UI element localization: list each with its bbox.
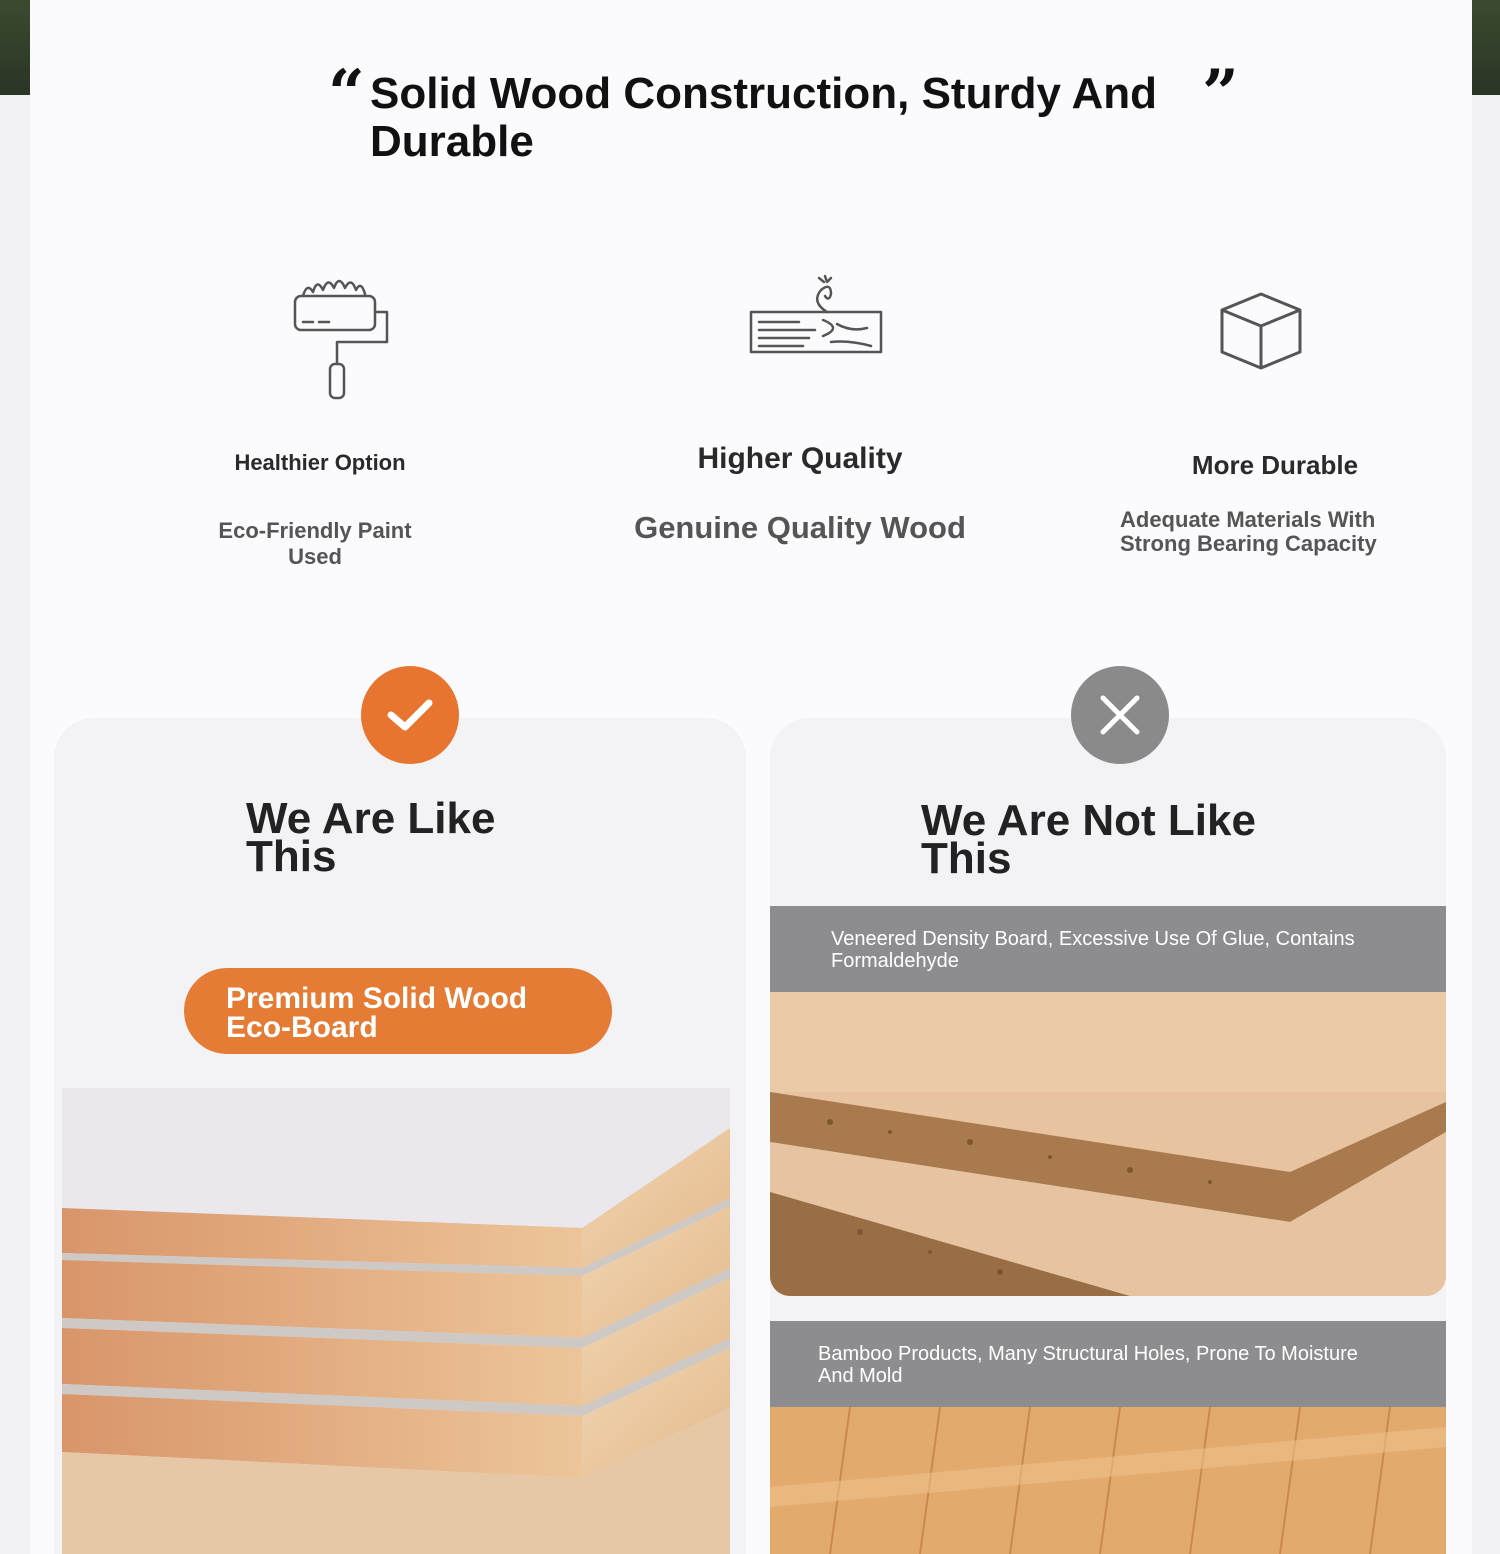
icon-backdrop (30, 84, 114, 168)
feature-title: Healthier Option (234, 450, 406, 475)
solid-wood-board-photo (62, 1088, 730, 1554)
feature-description: Eco-Friendly Paint Used (218, 518, 412, 569)
feature-title: More Durable (1191, 450, 1359, 480)
icon-backdrop (30, 0, 114, 84)
check-icon (385, 695, 435, 735)
content-panel (30, 0, 1472, 1554)
comparison-card-good (54, 718, 746, 1554)
close-badge (1071, 666, 1169, 764)
quote-close-icon: ” (1202, 56, 1239, 131)
comparison-card-bad (770, 718, 1446, 1554)
bamboo-board-photo (770, 1407, 1446, 1554)
board-stack-illustration (62, 1088, 730, 1554)
wood-plank-icon (745, 268, 885, 358)
caveat-text: Veneered Density Board, Excessive Use Of Glue, Contains Formaldehyde (831, 928, 1355, 972)
density-board-photo (770, 992, 1446, 1296)
paint-roller-icon (285, 266, 405, 406)
check-badge (361, 666, 459, 764)
bamboo-board-illustration (770, 1407, 1446, 1554)
product-label-pill (184, 968, 612, 1054)
caveat-bar (770, 906, 1446, 992)
feature-description: Adequate Materials With Strong Bearing Capacity (1120, 507, 1377, 556)
background-edge-left (0, 0, 30, 95)
quote-open-icon: “ (328, 56, 365, 131)
icon-backdrop (30, 168, 114, 252)
caveat-bar (770, 1321, 1446, 1407)
close-icon (1095, 690, 1145, 740)
particle-board-illustration (770, 992, 1446, 1296)
card-title: We Are Like This (246, 794, 496, 881)
product-label: Premium Solid Wood Eco-Board (226, 982, 528, 1044)
background-edge-right (1470, 0, 1500, 95)
feature-description: Genuine Quality Wood (634, 510, 966, 545)
feature-title: Higher Quality (697, 442, 903, 475)
card-title: We Are Not Like This (921, 796, 1256, 883)
cube-icon (1216, 290, 1306, 372)
page-title: Solid Wood Construction, Sturdy And Durable (370, 69, 1158, 166)
caveat-text: Bamboo Products, Many Structural Holes, Prone To Moisture And Mold (818, 1343, 1358, 1387)
